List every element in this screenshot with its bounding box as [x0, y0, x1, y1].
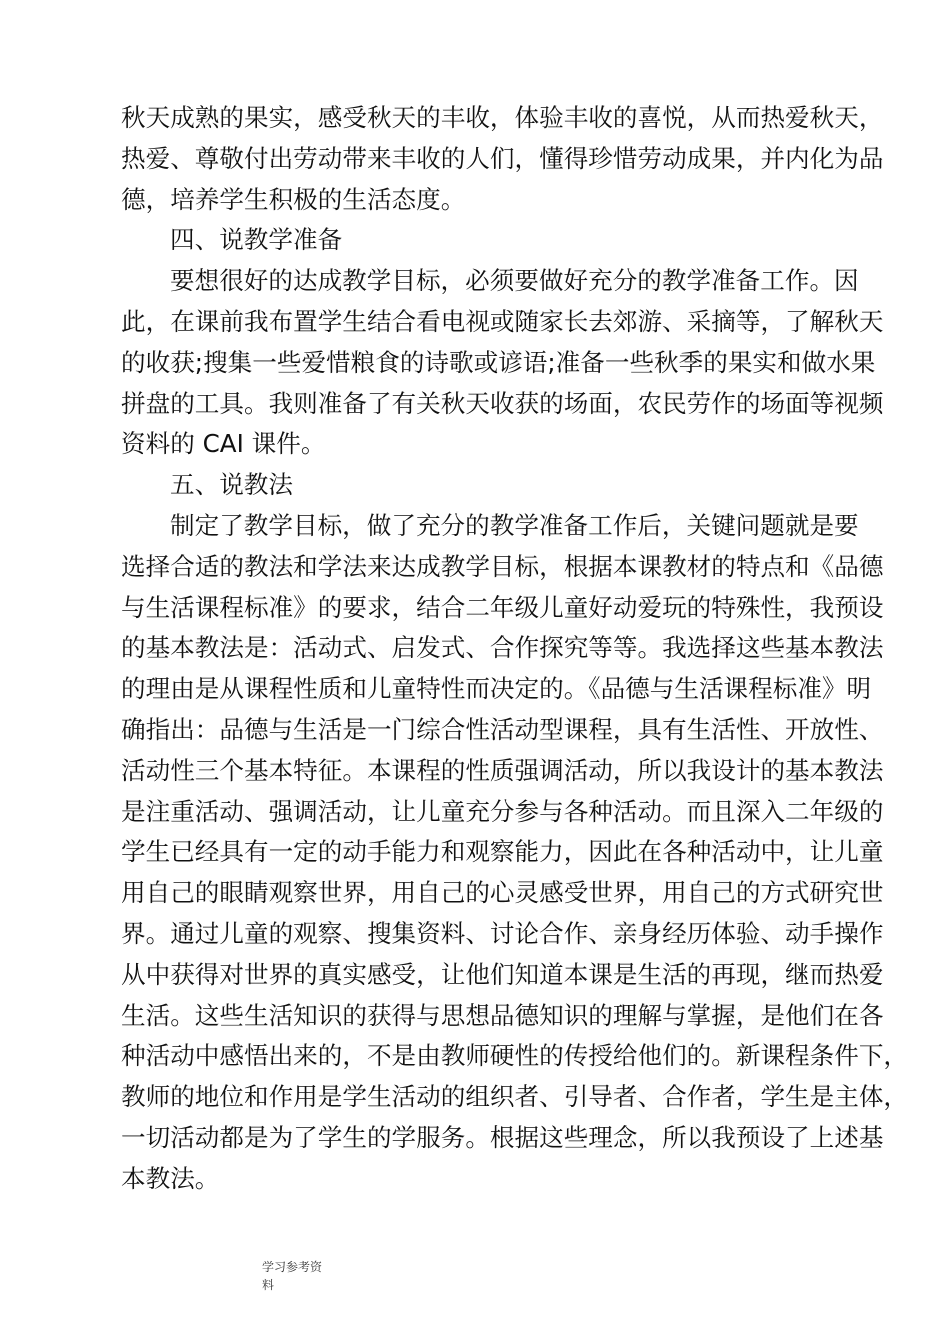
- text-line: 四、说教学准备: [170, 225, 343, 255]
- text-line: 用自己的眼睛观察世界，用自己的心灵感受世界，用自己的方式研究世: [121, 878, 884, 908]
- text-line: 秋天成熟的果实，感受秋天的丰收，体验丰收的喜悦，从而热爱秋天，: [121, 103, 884, 132]
- text-line: 选择合适的教法和学法来达成教学目标，根据本课教材的特点和《品德: [121, 551, 884, 581]
- text-line: 是注重活动、强调活动，让儿童充分参与各种活动。而且深入二年级的: [121, 796, 884, 826]
- text-line: 教师的地位和作用是学生活动的组织者、引导者、合作者，学生是主体，: [121, 1082, 909, 1112]
- text-line: 活动性三个基本特征。本课程的性质强调活动，所以我设计的基本教法: [121, 755, 884, 785]
- text-line: 界。通过儿童的观察、搜集资料、讨论合作、亲身经历体验、动手操作: [121, 918, 884, 948]
- text-line: 五、说教法: [170, 470, 293, 500]
- text-line: 生活。这些生活知识的获得与思想品德知识的理解与掌握，是他们在各: [121, 1000, 884, 1030]
- text-line: 要想很好的达成教学目标，必须要做好充分的教学准备工作。因: [170, 266, 859, 296]
- text-line: 的理由是从课程性质和儿童特性而决定的。《品德与生活课程标准》明: [121, 674, 872, 704]
- text-line: 与生活课程标准》的要求，结合二年级儿童好动爱玩的特殊性，我预设: [121, 592, 884, 622]
- text-line: 制定了教学目标，做了充分的教学准备工作后，关键问题就是要: [170, 510, 859, 540]
- text-line: 学生已经具有一定的动手能力和观察能力，因此在各种活动中，让儿童: [121, 837, 884, 867]
- text-line: 资料的 CAI 课件。: [121, 429, 326, 459]
- text-line: 的收获;搜集一些爱惜粮食的诗歌或谚语;准备一些秋季的果实和做水果: [121, 347, 876, 377]
- text-line: 德，培养学生积极的生活态度。: [121, 184, 466, 214]
- text-line: 拼盘的工具。我则准备了有关秋天收获的场面，农民劳作的场面等视频: [121, 388, 884, 418]
- text-line: 一切活动都是为了学生的学服务。根据这些理念，所以我预设了上述基: [121, 1122, 884, 1152]
- footer-line-2: 料: [262, 1278, 275, 1292]
- text-line: 种活动中感悟出来的，不是由教师硬性的传授给他们的。新课程条件下，: [121, 1041, 909, 1071]
- text-line: 确指出：品德与生活是一门综合性活动型课程，具有生活性、开放性、: [121, 714, 884, 744]
- text-line: 的基本教法是：活动式、启发式、合作探究等等。我选择这些基本教法: [121, 633, 884, 663]
- document-body: [121, 98, 909, 1200]
- text-line: 本教法。: [121, 1163, 220, 1193]
- text-line: 热爱、尊敬付出劳动带来丰收的人们，懂得珍惜劳动成果，并内化为品: [121, 143, 884, 173]
- footer-line-1: 学习参考资: [262, 1260, 323, 1274]
- page-footer: [262, 1258, 352, 1294]
- text-line: 此，在课前我布置学生结合看电视或随家长去郊游、采摘等，了解秋天: [121, 306, 884, 336]
- text-line: 从中获得对世界的真实感受，让他们知道本课是生活的再现，继而热爱: [121, 959, 884, 989]
